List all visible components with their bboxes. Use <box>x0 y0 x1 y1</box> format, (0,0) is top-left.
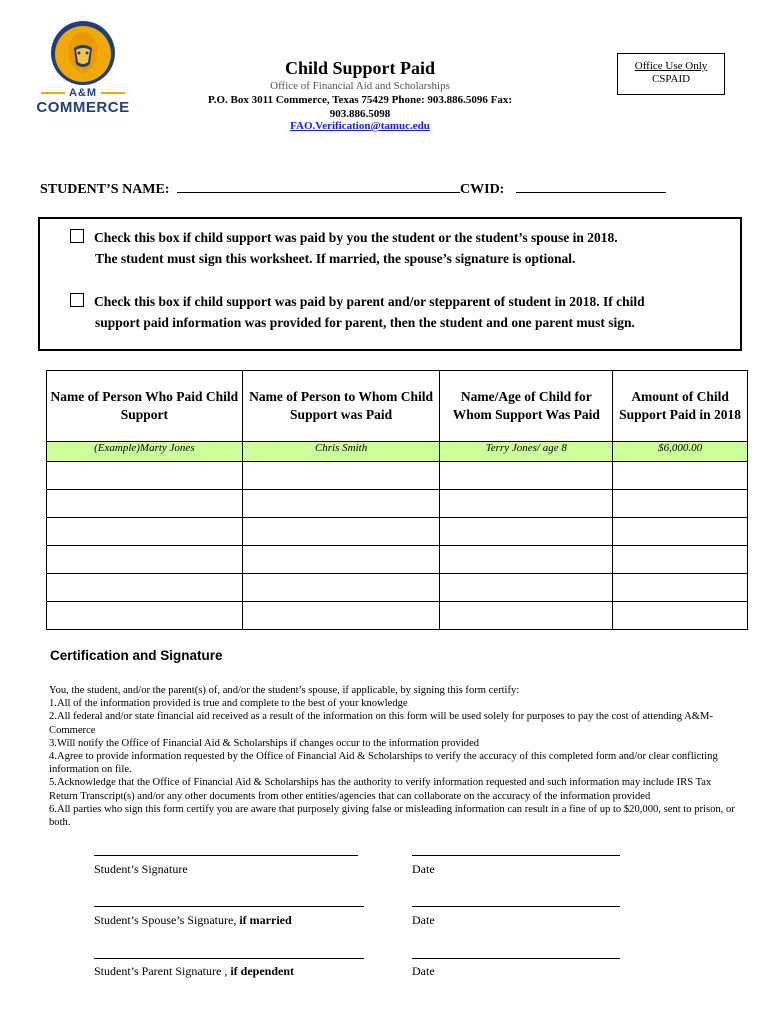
table-cell[interactable] <box>440 462 613 490</box>
example-child: Terry Jones/ age 8 <box>440 442 613 462</box>
header-amount: Amount of Child Support Paid in 2018 <box>613 371 748 442</box>
student-info-line <box>40 180 740 198</box>
office-use-box <box>617 53 725 95</box>
example-amount: $6,000.00 <box>613 442 748 462</box>
table-cell[interactable] <box>613 602 748 630</box>
checkbox-section <box>38 217 742 351</box>
table-cell[interactable] <box>242 546 440 574</box>
header-child: Name/Age of Child for Whom Support Was Paid <box>440 371 613 442</box>
table-row <box>47 462 748 490</box>
table-cell[interactable] <box>440 602 613 630</box>
header-payer: Name of Person Who Paid Child Support <box>47 371 243 442</box>
cert-item-3: 3.Will notify the Office of Financial Aid & Scholarships if changes occur to the information provided <box>49 737 480 749</box>
cert-item-4: 4.Agree to provide information requested by the Office of Financial Aid & Scholarships to verify the accuracy of this completed form and/or clear conflicting information on file. <box>49 751 718 776</box>
parent-qualifier: if dependent <box>230 964 295 978</box>
form-title: Child Support Paid <box>284 58 436 78</box>
spouse-date-label: Date <box>412 913 435 927</box>
checkbox-parent-line1: Check this box if child support was paid by parent and/or stepparent of student in 2018. If child <box>94 294 645 309</box>
header-recipient: Name of Person to Whom Child Support was Paid <box>242 371 440 442</box>
table-cell[interactable] <box>242 574 440 602</box>
office-name: Office of Financial Aid and Scholarships <box>270 80 450 92</box>
cwid-field[interactable] <box>516 180 666 193</box>
parent-date-label: Date <box>412 964 435 978</box>
lion-head-icon <box>50 20 116 86</box>
checkbox-student-line1: Check this box if child support was paid by you the student or the student’s spouse in 2018. <box>94 230 618 245</box>
table-cell[interactable] <box>242 462 440 490</box>
parent-signature-text: Student’s Parent Signature , <box>94 964 228 978</box>
checkbox-student-line2: The student must sign this worksheet. If married, the spouse’s signature is optional. <box>95 251 576 266</box>
table-cell[interactable] <box>440 546 613 574</box>
checkbox-item-student <box>70 227 720 269</box>
parent-signature-label <box>94 964 294 979</box>
parent-signature-field[interactable] <box>94 958 364 959</box>
spouse-qualifier: if married <box>239 913 292 927</box>
checkbox-item-parent <box>70 291 720 333</box>
cert-intro: You, the student, and/or the parent(s) of, and/or the student’s spouse, if applicable, by signing this form certify: <box>49 685 520 696</box>
table-cell[interactable] <box>242 490 440 518</box>
student-date-label: Date <box>412 862 435 876</box>
table-row <box>47 546 748 574</box>
email-link[interactable]: FAO.Verification@tamuc.edu <box>290 120 430 132</box>
checkbox-parent-line2: support paid information was provided for parent, then the student and one parent must sign. <box>95 315 635 330</box>
table-cell[interactable] <box>613 490 748 518</box>
spouse-signature-label <box>94 913 292 928</box>
table-row <box>47 490 748 518</box>
university-logo <box>33 20 133 120</box>
table-cell[interactable] <box>47 602 243 630</box>
child-support-table <box>46 370 748 630</box>
table-cell[interactable] <box>47 490 243 518</box>
table-cell[interactable] <box>47 462 243 490</box>
table-cell[interactable] <box>47 546 243 574</box>
table-cell[interactable] <box>440 574 613 602</box>
student-name-label: STUDENT’S NAME: <box>40 182 170 197</box>
cert-item-5: 5.Acknowledge that the Office of Financial Aid & Scholarships has the authority to verify information requested and such information may include IRS Tax Return Transcript(s) and/or any other documents from other entities/agencies that can collaborate on the accuracy of the information provided <box>49 777 712 802</box>
logo-am-text: A&M <box>33 87 133 99</box>
table-row <box>47 574 748 602</box>
cert-item-1: 1.All of the information provided is true and complete to the best of your knowledge <box>49 698 408 710</box>
checkbox-student-paid[interactable] <box>70 229 84 243</box>
table-cell[interactable] <box>613 518 748 546</box>
cwid-label: CWID: <box>460 182 505 197</box>
parent-date-field[interactable] <box>412 958 620 959</box>
office-address: P.O. Box 3011 Commerce, Texas 75429 Phone: 903.886.5096 Fax: 903.886.5098 <box>207 94 513 120</box>
checkbox-parent-paid[interactable] <box>70 293 84 307</box>
student-signature-label: Student’s Signature <box>94 862 188 876</box>
table-cell[interactable] <box>613 546 748 574</box>
example-payer: (Example)Marty Jones <box>47 442 243 462</box>
cert-item-6: 6.All parties who sign this form certify you are aware that purposely giving false or misleading information can result in a fine of up to $20,000, sent to prison, or both. <box>49 803 735 829</box>
student-date-field[interactable] <box>412 855 620 856</box>
student-signature-field[interactable] <box>94 855 358 856</box>
office-use-code: CSPAID <box>651 73 691 85</box>
spouse-signature-field[interactable] <box>94 906 364 907</box>
certification-text <box>49 684 739 829</box>
table-cell[interactable] <box>613 574 748 602</box>
student-name-field[interactable] <box>177 180 460 193</box>
office-use-label: Office Use Only <box>634 60 708 72</box>
table-header-row <box>47 371 748 442</box>
table-row <box>47 602 748 630</box>
table-example-row <box>47 442 748 462</box>
table-cell[interactable] <box>613 462 748 490</box>
example-recipient: Chris Smith <box>242 442 440 462</box>
table-cell[interactable] <box>47 574 243 602</box>
certification-heading: Certification and Signature <box>50 648 223 663</box>
spouse-signature-text: Student’s Spouse’s Signature, <box>94 913 237 927</box>
spouse-date-field[interactable] <box>412 906 620 907</box>
table-cell[interactable] <box>242 518 440 546</box>
table-cell[interactable] <box>242 602 440 630</box>
table-cell[interactable] <box>47 518 243 546</box>
logo-commerce-text: COMMERCE <box>36 99 130 116</box>
table-row <box>47 518 748 546</box>
table-cell[interactable] <box>440 490 613 518</box>
cert-item-2: 2.All federal and/or state financial aid received as a result of the information on this form will be used solely for purposes to pay the cost of attending A&M-Commerce <box>49 711 713 736</box>
table-cell[interactable] <box>440 518 613 546</box>
